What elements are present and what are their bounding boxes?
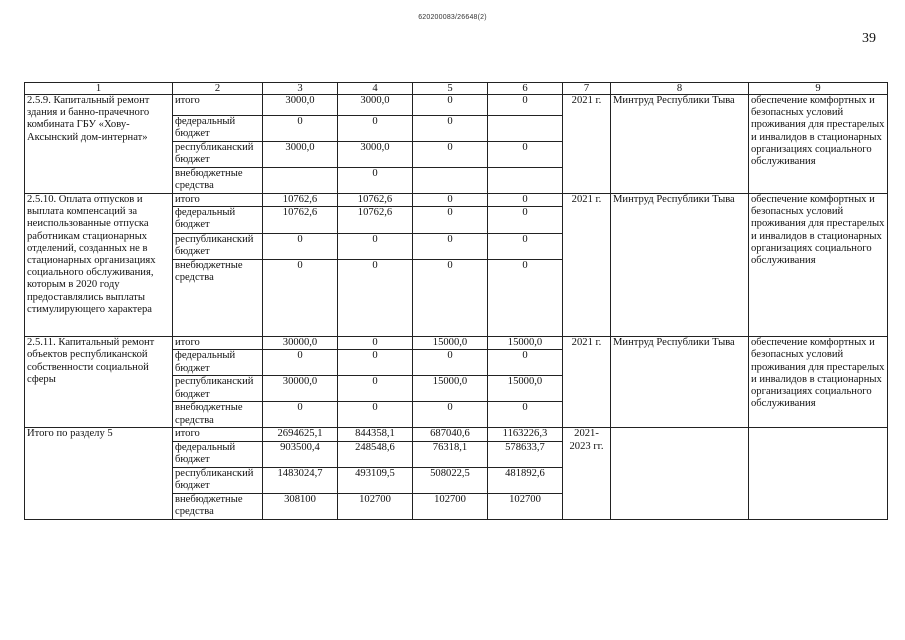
executor-cell: [611, 428, 749, 519]
measure-name: 2.5.9. Капитальный ремонт здания и банно-прачечного комбината ГБУ «Хову-Аксынский дом-интернат»: [25, 95, 173, 194]
source-cell: федеральный бюджет: [173, 350, 263, 376]
result-cell: [749, 428, 888, 519]
header-cell: 3: [263, 83, 338, 95]
value-cell: 15000,0: [413, 337, 488, 350]
value-cell: 3000,0: [263, 142, 338, 168]
value-cell: 844358,1: [338, 428, 413, 441]
value-cell: 3000,0: [338, 142, 413, 168]
measure-name: Итого по разделу 5: [25, 428, 173, 519]
result-cell: обеспечение комфортных и безопасных условий проживания для престарелых и инвалидов в стационарных организациях социального обслуживания: [749, 95, 888, 194]
value-cell: 10762,6: [338, 194, 413, 207]
document-id: 620200083/26648(2): [418, 14, 487, 21]
value-cell: 0: [488, 194, 563, 207]
executor-cell: Минтруд Республики Тыва: [611, 95, 749, 194]
year-cell: 2021 г.: [563, 194, 611, 337]
value-cell: 15000,0: [413, 376, 488, 402]
value-cell: 0: [413, 95, 488, 116]
value-cell: 0: [413, 260, 488, 337]
measure-name: 2.5.11. Капитальный ремонт объектов республиканской собственности социальной сферы: [25, 337, 173, 428]
value-cell: 0: [338, 168, 413, 194]
value-cell: 1163226,3: [488, 428, 563, 441]
value-cell: 0: [413, 402, 488, 428]
source-cell: республиканский бюджет: [173, 467, 263, 493]
value-cell: 0: [488, 234, 563, 260]
source-cell: итого: [173, 194, 263, 207]
value-cell: 102700: [338, 493, 413, 519]
value-cell: 0: [413, 234, 488, 260]
value-cell: 10762,6: [338, 207, 413, 234]
value-cell: 0: [413, 116, 488, 142]
value-cell: 248548,6: [338, 441, 413, 467]
value-cell: 0: [488, 142, 563, 168]
header-cell: 1: [25, 83, 173, 95]
value-cell: [488, 168, 563, 194]
value-cell: 30000,0: [263, 337, 338, 350]
page-number: 39: [862, 31, 876, 46]
table-row: [25, 337, 888, 350]
value-cell: 0: [263, 260, 338, 337]
header-row: [25, 83, 888, 95]
value-cell: 0: [413, 207, 488, 234]
value-cell: 0: [338, 116, 413, 142]
budget-table: [24, 82, 888, 520]
value-cell: 15000,0: [488, 337, 563, 350]
measure-name: 2.5.10. Оплата отпусков и выплата компенсаций за неиспользованные отпуска работникам стационарных отделений, созданных не в стационарных организациях социального обслуживания, которым в 2020 году предоставлялись выплаты стимулирующего характера: [25, 194, 173, 337]
source-cell: республиканский бюджет: [173, 142, 263, 168]
value-cell: 0: [263, 116, 338, 142]
value-cell: 2694625,1: [263, 428, 338, 441]
header-cell: 6: [488, 83, 563, 95]
value-cell: 508022,5: [413, 467, 488, 493]
value-cell: 1483024,7: [263, 467, 338, 493]
value-cell: 0: [338, 376, 413, 402]
result-cell: обеспечение комфортных и безопасных условий проживания для престарелых и инвалидов в стационарных организациях социального обслуживания: [749, 194, 888, 337]
value-cell: 0: [488, 402, 563, 428]
value-cell: [413, 168, 488, 194]
value-cell: 0: [338, 234, 413, 260]
value-cell: 0: [263, 402, 338, 428]
source-cell: внебюджетные средства: [173, 260, 263, 337]
table-row: [25, 95, 888, 116]
header-cell: 4: [338, 83, 413, 95]
value-cell: 308100: [263, 493, 338, 519]
result-cell: обеспечение комфортных и безопасных условий проживания для престарелых и инвалидов в стационарных организациях социального обслуживания: [749, 337, 888, 428]
value-cell: 76318,1: [413, 441, 488, 467]
header-cell: 9: [749, 83, 888, 95]
value-cell: 0: [338, 402, 413, 428]
header-cell: 8: [611, 83, 749, 95]
value-cell: 0: [413, 142, 488, 168]
year-cell: 2021-2023 гг.: [563, 428, 611, 519]
source-cell: федеральный бюджет: [173, 441, 263, 467]
value-cell: 10762,6: [263, 207, 338, 234]
source-cell: республиканский бюджет: [173, 376, 263, 402]
value-cell: 578633,7: [488, 441, 563, 467]
value-cell: 0: [338, 337, 413, 350]
header-cell: 7: [563, 83, 611, 95]
source-cell: итого: [173, 95, 263, 116]
source-cell: республиканский бюджет: [173, 234, 263, 260]
year-cell: 2021 г.: [563, 95, 611, 194]
value-cell: 15000,0: [488, 376, 563, 402]
value-cell: 0: [488, 207, 563, 234]
value-cell: 102700: [413, 493, 488, 519]
value-cell: [488, 116, 563, 142]
value-cell: 3000,0: [263, 95, 338, 116]
source-cell: итого: [173, 428, 263, 441]
value-cell: 493109,5: [338, 467, 413, 493]
value-cell: 0: [263, 234, 338, 260]
value-cell: 687040,6: [413, 428, 488, 441]
header-cell: 2: [173, 83, 263, 95]
source-cell: федеральный бюджет: [173, 207, 263, 234]
table-row: [25, 428, 888, 441]
source-cell: внебюджетные средства: [173, 493, 263, 519]
value-cell: 903500,4: [263, 441, 338, 467]
source-cell: внебюджетные средства: [173, 402, 263, 428]
year-cell: 2021 г.: [563, 337, 611, 428]
value-cell: 3000,0: [338, 95, 413, 116]
value-cell: 0: [413, 194, 488, 207]
source-cell: итого: [173, 337, 263, 350]
executor-cell: Минтруд Республики Тыва: [611, 194, 749, 337]
value-cell: [263, 168, 338, 194]
value-cell: 0: [488, 260, 563, 337]
value-cell: 0: [263, 350, 338, 376]
source-cell: федеральный бюджет: [173, 116, 263, 142]
value-cell: 10762,6: [263, 194, 338, 207]
value-cell: 102700: [488, 493, 563, 519]
value-cell: 0: [488, 350, 563, 376]
source-cell: внебюджетные средства: [173, 168, 263, 194]
value-cell: 0: [338, 350, 413, 376]
value-cell: 0: [338, 260, 413, 337]
executor-cell: Минтруд Республики Тыва: [611, 337, 749, 428]
value-cell: 481892,6: [488, 467, 563, 493]
value-cell: 30000,0: [263, 376, 338, 402]
value-cell: 0: [488, 95, 563, 116]
table-row: [25, 194, 888, 207]
value-cell: 0: [413, 350, 488, 376]
header-cell: 5: [413, 83, 488, 95]
